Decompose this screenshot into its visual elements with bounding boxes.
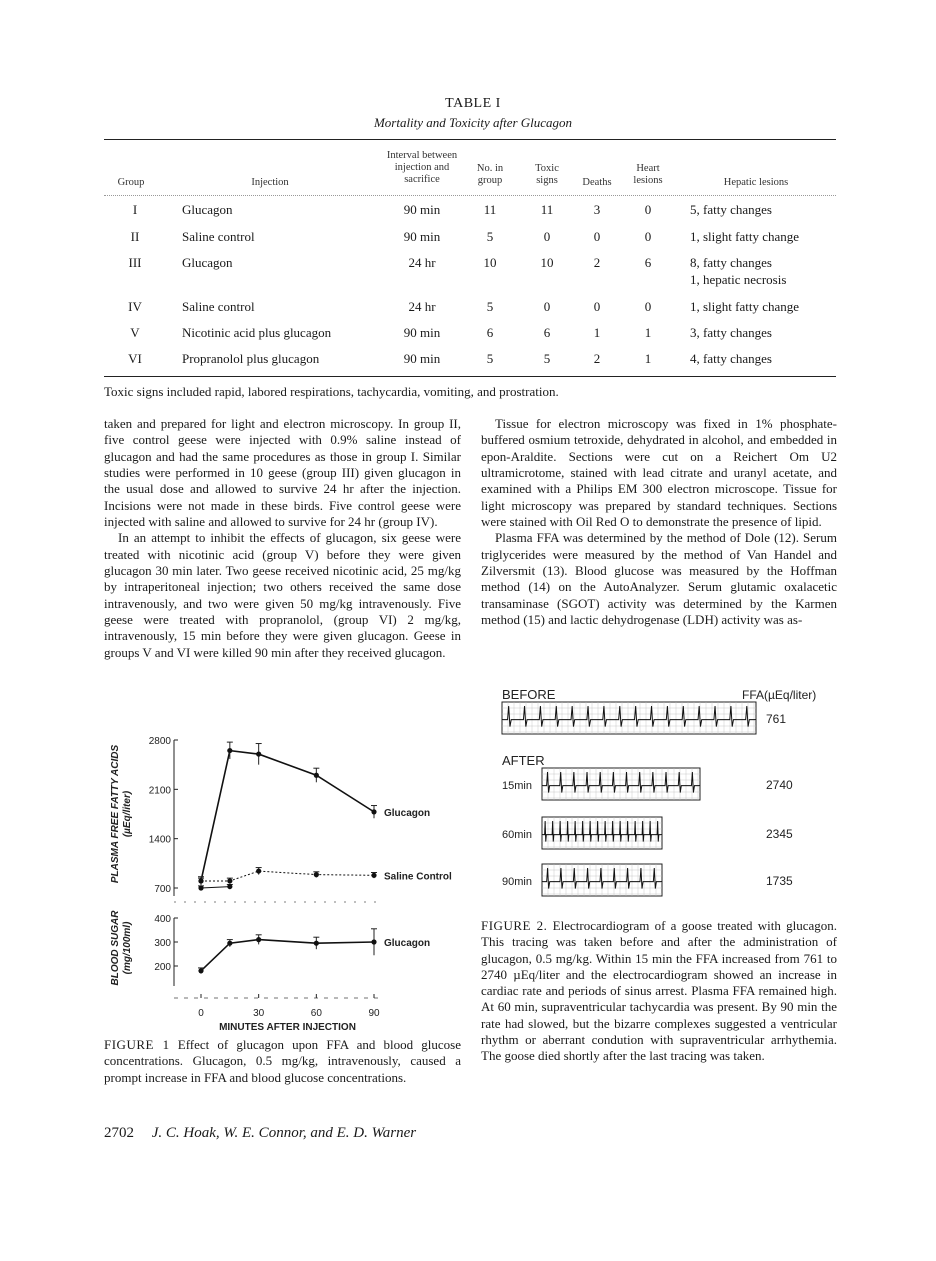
table-cell-interval: 90 min [403,351,441,366]
table-cell-deaths: 2 [593,351,601,366]
table-cell-group: III [128,255,142,270]
table-cell-heart: 0 [644,229,652,244]
table-cell-deaths: 0 [593,229,601,244]
table-cell-heart: 6 [644,255,652,270]
data-point [198,885,203,890]
page-number: 2702 [104,1125,134,1141]
x-axis-label: MINUTES AFTER INJECTION [219,1022,356,1033]
table-cell-group: I [132,202,138,217]
figure2-ecg [496,680,836,912]
table-cell-n: 5 [486,229,494,244]
figure2-label: FIGURE 2. [481,918,548,933]
table-cell-hepatic: 8, fatty changes [690,255,772,270]
paragraph: In an attempt to inhibit the effects of glucagon, six geese were treated with nicotinic acid (group V) before they were given glucagon 30 min later. Two geese received nicotinic acid, 25 mg/kg by intraperitoneal injection; two others received the same dose intravenously, and two were given 50 mg/kg intravenously. Five geese were treated with propranolol, (group VI) 2 mg/kg, intravenously, 15 min before they were given glucagon. Geese in groups V and VI were killed 90 min after they received glucagon. [104,530,461,660]
table-cell-n: 5 [486,299,494,314]
table-cell-group: V [130,325,140,340]
header-injection: Injection [251,177,289,188]
table-cell-interval: 24 hr [408,255,436,270]
table-cell-injection: Glucagon [182,202,233,217]
table-cell-heart: 0 [644,202,652,217]
table-cell-hepatic: 1, slight fatty change [690,299,800,314]
ffa-header: FFA(µEq/liter) [742,688,817,702]
series-label: Glucagon [384,938,431,949]
table-cell-toxic: 0 [543,299,551,314]
data-point [227,878,232,883]
left-column-text [104,416,461,661]
header-deaths: Deaths [582,177,612,188]
ffa-value: 761 [766,712,787,726]
x-tick-label: 0 [198,1008,204,1019]
ffa-plot [110,736,452,902]
table-cell-hepatic: 1, slight fatty change [690,229,800,244]
paragraph: Tissue for electron microscopy was fixed in 1% phosphate-buffered osmium tetroxide, dehydrated in alcohol, and embedded in epon-Araldite. Sections were cut on a Reichert Om U2 ultramicrotome, stained with lead citrate and uranyl acetate, and examined with a Philips EM 300 electron microscope. Tissue for light microscopy was prepared by standard techniques. Sections were stained with Oil Red O to demonstrate the presence of lipid. [481,416,837,530]
data-point [198,878,203,883]
after-label: AFTER [502,753,545,768]
table-cell-deaths: 0 [593,299,601,314]
table-cell-toxic: 10 [540,255,554,270]
authors: J. C. Hoak, W. E. Connor, and E. D. Warner [151,1125,417,1141]
header-group: Group [117,177,145,188]
y-tick-label: 700 [154,884,171,895]
table-cell-injection: Saline control [182,229,255,244]
data-point [256,868,261,873]
table-footnote: Toxic signs included rapid, labored respirations, tachycardia, vomiting, and prostration. [104,384,559,399]
table-cell-heart: 1 [644,351,652,366]
ecg-frame [542,768,700,800]
table-header-rule [104,195,836,196]
table-cell-hepatic: 5, fatty changes [690,202,772,217]
table-bottom-rule [104,376,836,377]
series-line [201,871,374,881]
table-cell-toxic: 11 [540,202,554,217]
trace-time-label: 60min [502,829,532,841]
header-hepatic-lesions: Hepatic lesions [723,177,789,188]
data-point [314,773,319,778]
ffa-value: 2345 [766,827,793,841]
table-cell-heart: 0 [644,299,652,314]
trace-time-label: 15min [502,780,532,792]
data-point [256,751,261,756]
paragraph: Plasma FFA was determined by the method of Dole (12). Serum triglycerides were measured by the method of Van Handel and Zilversmit (13). Blood glucose was measured by the Hoffman method (14) on the AutoAnalyzer. Serum glutamic oxalacetic transaminase (SGOT) activity was determined by the Karmen method (15) and lactic dehydrogenase (LDH) activity was as- [481,530,837,628]
table-cell-toxic: 6 [543,325,551,340]
figure2-caption-text: Electrocardiogram of a goose treated with glucagon. This tracing was taken before and after the administration of glucagon, 0.5 mg/kg. Within 15 min the FFA increased from 761 to 2740 µEq/liter and the electrocardiogram showed an increase in cardiac rate and periods of sinus arrest. Plasma FFA remained high. At 60 min, supraventricular tachycardia was present. By 90 min the rate had slowed, but the bizarre complexes suggested a ventricular rhythm or aberrant condution with supraventricular arrhythemia. The goose died shortly after the last tracing was taken. [481,918,838,1064]
trace-time-label: 90min [502,876,532,888]
table-cell-interval: 90 min [403,202,441,217]
series-label: Saline Control [384,871,452,883]
ffa-value: 2740 [766,778,793,792]
table-cell-interval: 90 min [403,325,441,340]
y-tick-label: 2800 [148,736,171,747]
table-cell-deaths: 3 [593,202,601,217]
blood-sugar-plot [110,910,430,1033]
data-point [227,884,232,889]
before-label: BEFORE [502,687,556,702]
figure1-caption [104,1037,461,1086]
data-point [314,941,319,946]
x-tick-label: 30 [253,1008,265,1019]
ecg-strip [502,702,786,734]
table-cell-n: 6 [486,325,494,340]
figure1-caption-text: Effect of glucagon upon FFA and blood glucose concentrations. Glucagon, 0.5 mg/kg, intravenously, caused a prompt increase in FFA and blood glucose concentrations. [104,1037,462,1085]
data-point [198,968,203,973]
y-tick-label: 400 [154,914,171,925]
table-cell-hepatic: 4, fatty changes [690,351,772,366]
table-cell-hepatic: 3, fatty changes [690,325,772,340]
header-heart-lesions: Heart lesions [633,163,663,186]
y-axis-label: PLASMA FREE FATTY ACIDS [110,744,121,884]
y-tick-label: 2100 [148,785,171,797]
table-subtitle: Mortality and Toxicity after Glucagon [373,115,573,130]
x-tick-label: 60 [310,1008,322,1019]
series-line [201,887,230,888]
data-point [227,748,232,753]
x-tick-label: 90 [368,1008,380,1019]
data-point [371,939,376,944]
table-cell-injection: Propranolol plus glucagon [182,351,320,366]
table-cell-injection: Glucagon [182,255,233,270]
series-line [201,751,374,881]
y-tick-label: 1400 [148,834,171,846]
series-line [201,940,374,971]
table-cell-deaths: 1 [593,325,601,340]
data-point [314,872,319,877]
y-tick-label: 200 [154,962,171,973]
paragraph: taken and prepared for light and electron microscopy. In group II, five control geese were injected with 0.9% saline instead of glucagon and had the same procedures as those in group I. Similar studies were performed in 10 geese (group III) given glucagon in the usual dose and allowed to survive 24 hr after the injection. Incisions were not made in these birds. Five control geese were injected with saline and allowed to survive for 24 hr (group IV). [104,416,461,530]
header-interval: Interval between injection and sacrifice [386,150,458,185]
ffa-value: 1735 [766,874,793,888]
header-no-in-group: No. in group [476,163,504,186]
table-cell-deaths: 2 [593,255,601,270]
figure2-caption [481,918,837,1065]
series-label: Glucagon [384,807,431,819]
ecg-strip [502,864,793,896]
figure1-chart [104,728,466,1034]
y-axis-label: (µEq/liter) [122,790,133,838]
data-point [227,941,232,946]
ecg-strip [502,768,793,800]
figure1-label: FIGURE 1 [104,1037,170,1052]
header-toxic-signs: Toxic signs [535,163,559,186]
table-cell-toxic: 5 [543,351,551,366]
table-title: TABLE I [445,96,501,111]
table-top-rule [104,139,836,140]
table-cell-injection: Saline control [182,299,255,314]
right-column-text [481,416,837,628]
data-point [256,937,261,942]
ecg-strip [502,817,793,849]
table-cell-group: VI [128,351,142,366]
table-cell-n: 11 [483,202,497,217]
table-cell-n: 10 [483,255,497,270]
page-footer [104,1125,416,1142]
table-cell-interval: 90 min [403,229,441,244]
table-cell-group: IV [128,299,142,314]
data-point [371,809,376,814]
table-cell-interval: 24 hr [408,299,436,314]
table-cell-group: II [130,229,140,244]
table-cell-n: 5 [486,351,494,366]
data-point [371,873,376,878]
ecg-strips [502,702,793,896]
table-cell-injection: Nicotinic acid plus glucagon [182,325,332,340]
table-cell-toxic: 0 [543,229,551,244]
y-tick-label: 300 [154,938,171,949]
table-cell-heart: 1 [644,325,652,340]
y-axis-label: (mg/100ml) [122,921,133,975]
table-cell-hepatic: 1, hepatic necrosis [690,272,787,287]
y-axis-label: BLOOD SUGAR [110,910,121,986]
